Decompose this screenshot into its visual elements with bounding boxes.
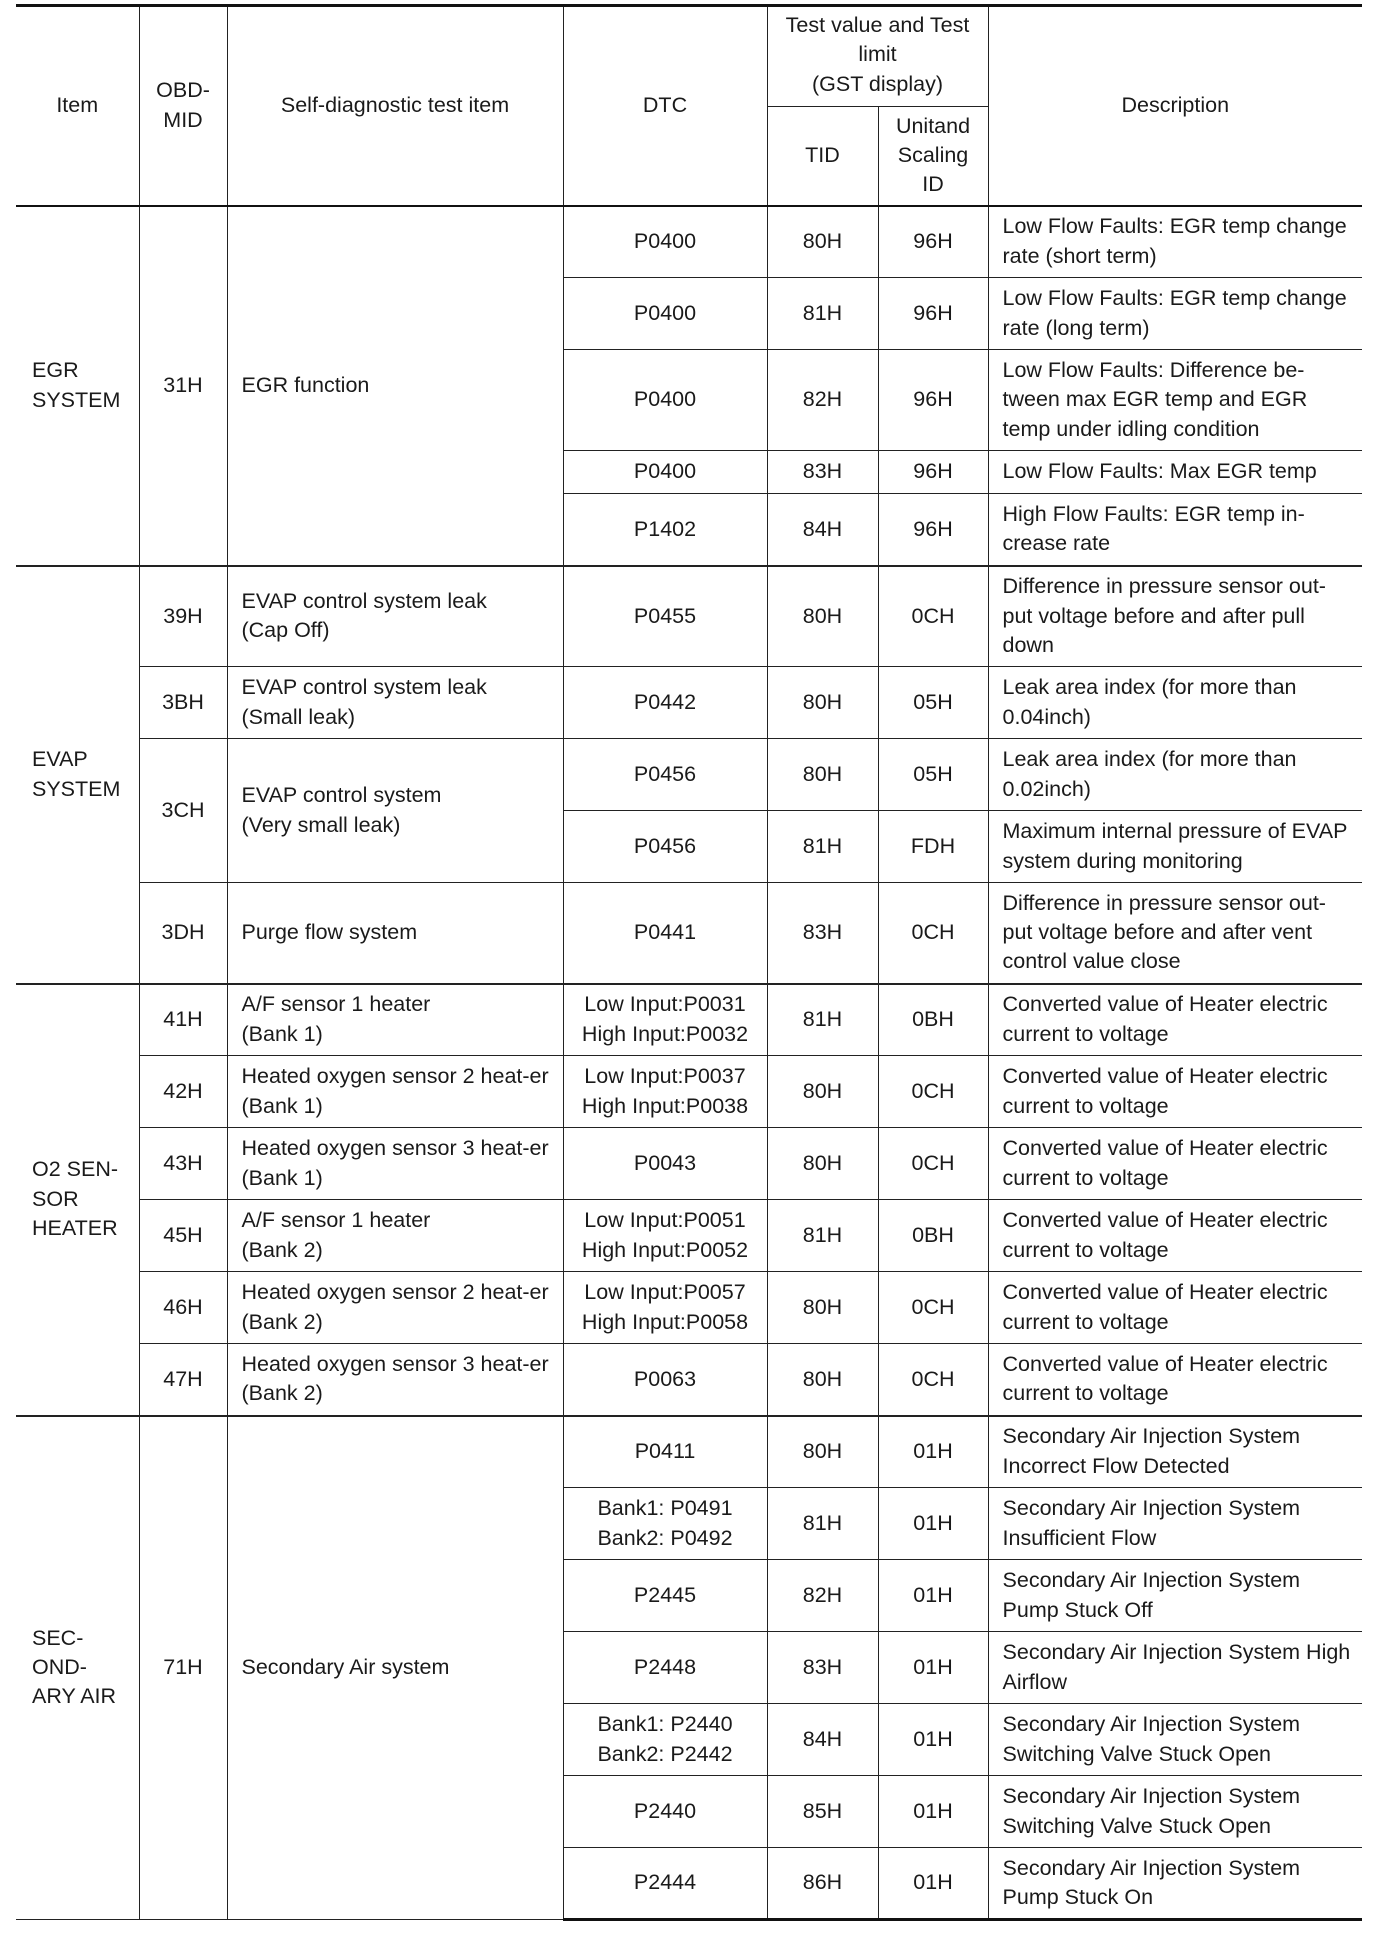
dtc-cell: Low Input:P0031 High Input:P0032 (563, 984, 767, 1056)
dtc-cell: P0400 (563, 350, 767, 451)
obd-mid-cell: 41H (139, 984, 227, 1056)
tid-cell: 80H (767, 1128, 878, 1200)
group-egr-system (16, 206, 1362, 566)
dtc-cell: P0441 (563, 883, 767, 984)
unit-scaling-cell: 01H (878, 1416, 988, 1488)
dtc-cell: P0456 (563, 811, 767, 883)
description-cell: Leak area index (for more than 0.02inch) (988, 739, 1362, 811)
dtc-cell: Bank1: P0491 Bank2: P0492 (563, 1488, 767, 1560)
dtc-cell: P0063 (563, 1344, 767, 1416)
tid-cell: 80H (767, 1344, 878, 1416)
table-row (16, 667, 1362, 739)
tid-cell: 82H (767, 350, 878, 451)
unit-scaling-cell: 96H (878, 451, 988, 494)
description-cell: Converted value of Heater electric current to voltage (988, 1200, 1362, 1272)
description-cell: Secondary Air Injection System Incorrect Flow Detected (988, 1416, 1362, 1488)
description-cell: Converted value of Heater electric current to voltage (988, 1272, 1362, 1344)
header-self-diagnostic-test-item: Self-diagnostic test item (227, 6, 563, 206)
test-item-cell: EVAP control system leak (Small leak) (227, 667, 563, 739)
description-cell: Low Flow Faults: EGR temp change rate (short term) (988, 206, 1362, 278)
dtc-cell: P0400 (563, 206, 767, 278)
description-cell: Converted value of Heater electric current to voltage (988, 1128, 1362, 1200)
dtc-cell: P0400 (563, 451, 767, 494)
description-cell: Secondary Air Injection System Switching Valve Stuck Open (988, 1704, 1362, 1776)
unit-scaling-cell: 0CH (878, 1344, 988, 1416)
description-cell: Converted value of Heater electric current to voltage (988, 1344, 1362, 1416)
tid-cell: 81H (767, 811, 878, 883)
unit-scaling-cell: 05H (878, 739, 988, 811)
table-header (16, 6, 1362, 206)
test-item-cell: EGR function (227, 206, 563, 566)
description-cell: Difference in pressure sensor out-put voltage before and after vent control value close (988, 883, 1362, 984)
tid-cell: 84H (767, 1704, 878, 1776)
table-row (16, 984, 1362, 1056)
group-evap-system (16, 566, 1362, 984)
tid-cell: 80H (767, 206, 878, 278)
test-item-cell: EVAP control system (Very small leak) (227, 739, 563, 883)
tid-cell: 80H (767, 667, 878, 739)
description-cell: Converted value of Heater electric current to voltage (988, 984, 1362, 1056)
dtc-cell: P0411 (563, 1416, 767, 1488)
dtc-cell: Bank1: P2440 Bank2: P2442 (563, 1704, 767, 1776)
description-cell: Low Flow Faults: Max EGR temp (988, 451, 1362, 494)
tid-cell: 81H (767, 984, 878, 1056)
item-cell: EGR SYSTEM (16, 206, 139, 566)
table-row (16, 1056, 1362, 1128)
obd-mid-cell: 3BH (139, 667, 227, 739)
description-cell: Secondary Air Injection System High Airflow (988, 1632, 1362, 1704)
tid-cell: 80H (767, 739, 878, 811)
unit-scaling-cell: 96H (878, 206, 988, 278)
obd-mid-cell: 31H (139, 206, 227, 566)
header-item: Item (16, 6, 139, 206)
table-row (16, 206, 1362, 278)
obd-mid-cell: 46H (139, 1272, 227, 1344)
tid-cell: 83H (767, 451, 878, 494)
obd-mid-cell: 42H (139, 1056, 227, 1128)
table-row (16, 1128, 1362, 1200)
header-dtc: DTC (563, 6, 767, 206)
tid-cell: 84H (767, 494, 878, 566)
header-unit-scaling-id: Unitand Scaling ID (878, 107, 988, 206)
tid-cell: 82H (767, 1560, 878, 1632)
unit-scaling-cell: 05H (878, 667, 988, 739)
dtc-cell: P2444 (563, 1848, 767, 1920)
obd-mid-cell: 3CH (139, 739, 227, 883)
tid-cell: 81H (767, 1200, 878, 1272)
table-row (16, 883, 1362, 984)
tid-cell: 83H (767, 1632, 878, 1704)
test-item-cell: Heated oxygen sensor 2 heat-er (Bank 1) (227, 1056, 563, 1128)
group-o2-sensor-heater (16, 984, 1362, 1416)
description-cell: Low Flow Faults: EGR temp change rate (long term) (988, 278, 1362, 350)
header-obd-mid: OBD- MID (139, 6, 227, 206)
unit-scaling-cell: 0CH (878, 1272, 988, 1344)
description-cell: Secondary Air Injection System Pump Stuck On (988, 1848, 1362, 1920)
obd-mid-cell: 71H (139, 1416, 227, 1920)
item-cell: SEC- OND- ARY AIR (16, 1416, 139, 1920)
obd-mid-cell: 39H (139, 566, 227, 667)
test-item-cell: EVAP control system leak (Cap Off) (227, 566, 563, 667)
unit-scaling-cell: 96H (878, 350, 988, 451)
dtc-cell: P2448 (563, 1632, 767, 1704)
tid-cell: 81H (767, 1488, 878, 1560)
test-item-cell: Heated oxygen sensor 3 heat-er (Bank 1) (227, 1128, 563, 1200)
unit-scaling-cell: 96H (878, 278, 988, 350)
unit-scaling-cell: 01H (878, 1776, 988, 1848)
description-cell: High Flow Faults: EGR temp in-crease rate (988, 494, 1362, 566)
unit-scaling-cell: FDH (878, 811, 988, 883)
item-cell: EVAP SYSTEM (16, 566, 139, 984)
description-cell: Secondary Air Injection System Insufficient Flow (988, 1488, 1362, 1560)
obd-mid-cell: 47H (139, 1344, 227, 1416)
unit-scaling-cell: 01H (878, 1704, 988, 1776)
dtc-cell: P0043 (563, 1128, 767, 1200)
unit-scaling-cell: 0BH (878, 984, 988, 1056)
tid-cell: 81H (767, 278, 878, 350)
group-secondary-air (16, 1416, 1362, 1920)
unit-scaling-cell: 0CH (878, 566, 988, 667)
tid-cell: 80H (767, 566, 878, 667)
obd-mid-cell: 43H (139, 1128, 227, 1200)
tid-cell: 80H (767, 1416, 878, 1488)
unit-scaling-cell: 01H (878, 1848, 988, 1920)
test-item-cell: Heated oxygen sensor 2 heat-er (Bank 2) (227, 1272, 563, 1344)
description-cell: Secondary Air Injection System Pump Stuck Off (988, 1560, 1362, 1632)
unit-scaling-cell: 0CH (878, 1128, 988, 1200)
test-item-cell: A/F sensor 1 heater (Bank 2) (227, 1200, 563, 1272)
table-row (16, 739, 1362, 811)
table-row (16, 1272, 1362, 1344)
description-cell: Converted value of Heater electric current to voltage (988, 1056, 1362, 1128)
tid-cell: 86H (767, 1848, 878, 1920)
dtc-cell: P1402 (563, 494, 767, 566)
unit-scaling-cell: 0BH (878, 1200, 988, 1272)
dtc-cell: P0455 (563, 566, 767, 667)
unit-scaling-cell: 96H (878, 494, 988, 566)
tid-cell: 80H (767, 1056, 878, 1128)
obd-mid-cell: 3DH (139, 883, 227, 984)
test-item-cell: A/F sensor 1 heater (Bank 1) (227, 984, 563, 1056)
description-cell: Leak area index (for more than 0.04inch) (988, 667, 1362, 739)
unit-scaling-cell: 01H (878, 1560, 988, 1632)
obd-self-diagnostic-table (16, 4, 1362, 1921)
unit-scaling-cell: 0CH (878, 1056, 988, 1128)
dtc-cell: Low Input:P0037 High Input:P0038 (563, 1056, 767, 1128)
table-row (16, 566, 1362, 667)
dtc-cell: P0456 (563, 739, 767, 811)
header-tid: TID (767, 107, 878, 206)
tid-cell: 85H (767, 1776, 878, 1848)
description-cell: Low Flow Faults: Difference be-tween max EGR temp and EGR temp under idling condition (988, 350, 1362, 451)
dtc-cell: P0400 (563, 278, 767, 350)
obd-mid-cell: 45H (139, 1200, 227, 1272)
header-description: Description (988, 6, 1362, 206)
unit-scaling-cell: 01H (878, 1632, 988, 1704)
unit-scaling-cell: 0CH (878, 883, 988, 984)
test-item-cell: Heated oxygen sensor 3 heat-er (Bank 2) (227, 1344, 563, 1416)
table-row (16, 1344, 1362, 1416)
description-cell: Secondary Air Injection System Switching Valve Stuck Open (988, 1776, 1362, 1848)
tid-cell: 80H (767, 1272, 878, 1344)
test-item-cell: Purge flow system (227, 883, 563, 984)
test-item-cell: Secondary Air system (227, 1416, 563, 1920)
tid-cell: 83H (767, 883, 878, 984)
dtc-cell: P0442 (563, 667, 767, 739)
header-test-value-and-limit: Test value and Test limit (GST display) (767, 6, 988, 107)
dtc-cell: P2445 (563, 1560, 767, 1632)
description-cell: Maximum internal pressure of EVAP system during monitoring (988, 811, 1362, 883)
description-cell: Difference in pressure sensor out-put voltage before and after pull down (988, 566, 1362, 667)
table-row (16, 1416, 1362, 1488)
unit-scaling-cell: 01H (878, 1488, 988, 1560)
dtc-cell: P2440 (563, 1776, 767, 1848)
dtc-cell: Low Input:P0051 High Input:P0052 (563, 1200, 767, 1272)
item-cell: O2 SEN- SOR HEATER (16, 984, 139, 1416)
dtc-cell: Low Input:P0057 High Input:P0058 (563, 1272, 767, 1344)
table-row (16, 1200, 1362, 1272)
